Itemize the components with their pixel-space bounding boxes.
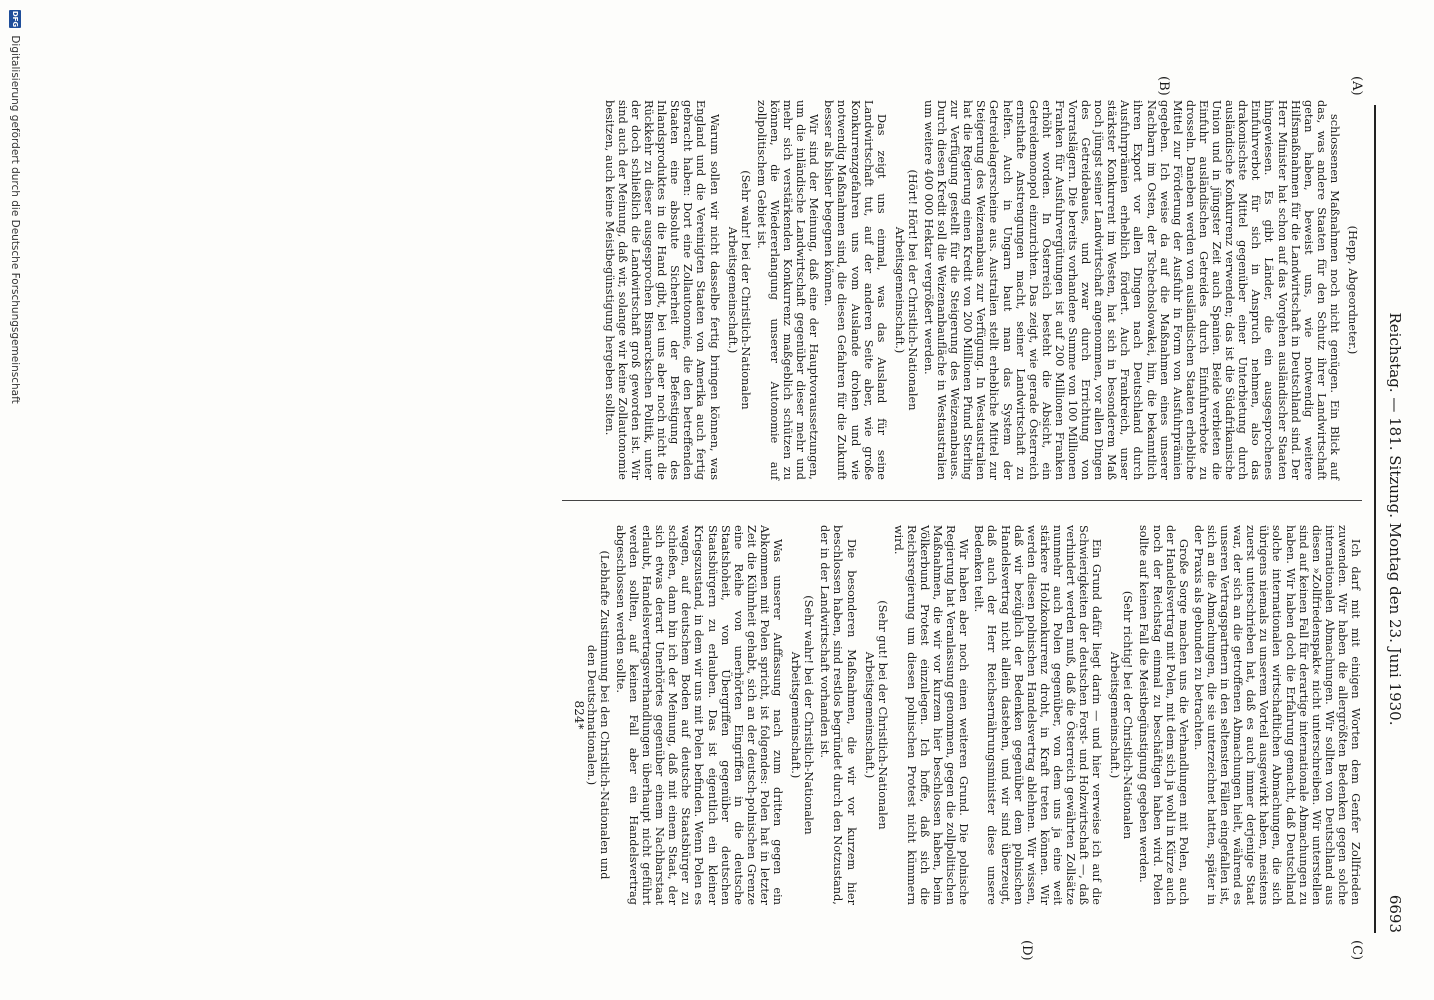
digitization-text: Digitalisierung gefördert durch die Deutsche Forschungsgemeinschaft (9, 35, 21, 404)
header-title: Reichstag. — 181. Sitzung. Montag den 23. Juni 1930. (1386, 312, 1404, 726)
paragraph: Die besonderen Maßnahmen, die wir vor kurzem hier beschlossen haben, sind restlos begründet durch den Notzustand, der in der Landwirtschaft vorhanden ist. (818, 525, 858, 905)
paragraph: Ich darf mit mit einigen Worten dem Genfer Zollfrieden zuwenden. Wir haben die allergrößten Bedenken gegen solche internationalen Abmachungen. Wir sollten von Deutschland aus diesen »Zollfriedenspakt« nicht unterschreiben. Wir unterstellen sind auf keinen Fall für derartige internationale Abmachungen zu haben. Wir haben doch die Erfahrung gemacht, daß Deutschland solche internationalen wirtschaftlichen Abmachungen, die sich übrigens niemals zu unserem Vorteil ausgewirkt haben, meistens zuerst unterschrieben hat, daß es auch immer derjenige Staat war, der sich an die getroffenen Abmachungen hielt, während es unseren Vertragspartnern in den seltensten Fällen eingefallen ist, sich an die Abmachungen, die sie unterzeichnet hatten, später in der Praxis als gebunden zu betrachten. (1191, 525, 1362, 905)
interjection: (Sehr wahr! bei der Christlich-Nationalen Arbeitsgemeinschaft.) (725, 170, 752, 410)
margin-mark-d: (D) (1019, 940, 1034, 961)
page-header (1374, 105, 1404, 933)
margin-mark-c: (C) (1349, 940, 1364, 961)
dfg-logo-icon: DFG (11, 10, 19, 28)
header-rule (1374, 105, 1376, 933)
margin-mark-b: (B) (1156, 76, 1171, 96)
interjection: (Lebhafte Zustimmung bei den Christlich-Nationalen und den Deutschnationalen.) (584, 550, 611, 880)
paragraph: Wir haben aber noch einen weiteren Grund. Die polnische Regierung hat Veranlassung genommen, gegen die zollpolitischen Maßnahmen, die wir vor kurzem hier beschlossen haben, beim Völkerbund Protest einzulegen. Ich hoffe, daß sich die Reichsregierung um diesen polnischen Protest nicht kümmern wird. (891, 525, 971, 905)
interjection: (Sehr gut! bei der Christlich-Nationalen Arbeitsgemeinschaft.) (862, 600, 889, 830)
paragraph: Wir sind der Meinung, daß eine der Hauptvoraussetzungen, um die inländische Landwirtschaft gegenüber dieser mehr und mehr sich verstärkenden Konkurrenz maßgeblich schützen zu können, die Wiedererlangung unserer Autonomie auf zollpolitischem Gebiet ist. (754, 100, 821, 480)
column-divider (562, 500, 1362, 501)
interjection: (Hört! Hört! bei der Christlich-Nationalen Arbeitsgemeinschaft.) (892, 169, 919, 411)
paragraph: Was unserer Auffassung nach zum dritten gegen ein Abkommen mit Polen spricht, ist folgendes: Polen hat in letzter Zeit die Kühnheit gehabt, sich an der deutsch-polnischen Grenze eine Reihe von unerhörten Eingriffen in die deutsche Staatshoheit, von Übergriffen gegenüber deutschen Staatsbürgern zu erlauben. Das ist eigentlich ein kleiner Kriegszustand, in dem wir uns mit Polen befinden. Wenn Polen es wagen, auf deutschem Boden auf deutsche Staatsbürger zu schießen, dann bin ich der Meinung, daß mit einem Staat, der sich etwas derart Unerhörtes gegenüber einem Nachbarstaat erlaubt, Handelsvertragsverhandlungen überhaupt nicht geführt werden sollten, auf keinen Fall aber ein Handelsvertrag abgeschlossen werden sollte. (613, 525, 785, 905)
paragraph: schlossenen Maßnahmen noch nicht genügen. Ein Blick auf das, was andere Staaten für den Schutz ihrer Landwirtschaft getan haben, beweist uns, wie notwendig weitere Hilfsmaßnahmen für die Landwirtschaft in Deutschland sind. Der Herr Minister hat schon auf das Vorgehen ausländischer Staaten hingewiesen. Es gibt Länder, die ein ausgesprochenes Einfuhrverbot für sich in Anspruch nehmen, also das drakonischste Mittel gegenüber einer Unterbietung durch ausländische Konkurrenz verwenden; das ist die Südafrikanische Union und in jüngster Zeit auch Spanien. Beide verbieten die Einfuhr ausländischen Getreides durch Einfuhrverbote zu drosseln. Daneben werden von ausländischen Staaten erhebliche Mittel zur Förderung der Ausfuhr in Form von Ausfuhrprämien gegeben. Ich weise da auf die Maßnahmen eines unserer Nachbarn im Osten, der Tschechoslowakei, hin, die bekanntlich ihren Export vor allen Dingen nach Deutschland durch Ausfuhrprämien erheblich fördert. Auch Frankreich, unser stärkster Konkurrent im Westen, hat sich in besonderem Maß noch jüngst seiner Landwirtschaft angenommen, vor allen Dingen des Getreidebaues, und zwar durch Errichtung von Vorratslägern. Die bereits vorhandene Summe von 100 Millionen Franken für Ausfuhrvergütungen ist auf 200 Millionen Franken erhöht worden. In Österreich besteht die Absicht, ein Getreidemonopol einzurichten. Das zeigt, wie gerade Österreich ernsthafte Anstrengungen macht, seiner Landwirtschaft zu helfen. Auch in Ungarn baut man das System der Getreidelagerscheine aus. Australien stellt erhebliche Mittel zur Steigerung des Weizenanbaus zur Verfügung. In Westaustralien hat die Regierung einen Kredit von 200 Millionen Pfund Sterling zur Verfügung gestellt für die Steigerung des Weizenanbaues. Durch diesen Kredit soll die Weizenanbaufläche in Westaustralien um weitere 400 000 Hektar vergrößert werden. (922, 100, 1341, 480)
paragraph: Große Sorge machen uns die Verhandlungen mit Polen, auch der Handelsvertrag mit Polen, mit dem sich ja wohl in Kürze auch noch der Reichstag einmal zu beschäftigen haben wird. Polen sollte auf keinen Fall die Meistbegünstigung gegeben werden. (1137, 525, 1190, 905)
page-footer: 824* (572, 700, 586, 730)
paragraph: Das zeigt uns einmal, was das Ausland für seine Landwirtschaft tut, auf der anderen Seite aber, wie große Konkurrenzgefahren uns vom Auslande drohen und wie notwendig Maßnahmen sind, die diesen Gefahren für die Zukunft besser als bisher begegnen können. (822, 100, 888, 480)
interjection: (Sehr richtig! bei der Christlich-Nationalen Arbeitsgemeinschaft.) (1108, 590, 1135, 840)
margin-mark-a: (A) (1349, 76, 1364, 96)
speaker-note: (Hepp, Abgeordneter.) (1346, 225, 1359, 355)
paragraph: Ein Grund dafür liegt darin — und hier verweise ich auf die Schwierigkeiten der deutschen Forst- und Holzwirtschaft —, daß verhindert werden muß, daß die Österreich gewährten Zollsätze nunmehr auch Polen gegenüber, von dem uns ja eine weit stärkere Holzkonkurrenz droht, in Kraft treten können. Wir werden diesen polnischen Handelsvertrag ablehnen. Wir wissen, daß wir bezüglich der Bedenken gegenüber dem polnischen Handelsvertrag nicht allein dastehen, und wir sind überzeugt, daß auch der Herr Reichsernährungsminister diese unsere Bedenken teilt. (972, 525, 1104, 905)
paragraph: Warum sollen wir nicht dasselbe fertig bringen können, was England und die Vereinigten Staaten von Amerika auch fertig gebracht haben: Dort eine Zollautonomie, die den betreffenden Staaten eine absolute Sicherheit der Befestigung des Inlandsproduktes in die Hand gibt, bei uns aber noch nicht die Rückkehr zu dieser ausgesprochen Bismarckschen Politik, unter der doch schließlich die Landwirtschaft groß geworden ist. Wir sind auch der Meinung, daß wir, solange wir keine Zollautonomie besitzen, auch keine Meistbegünstigung hergeben sollten. (602, 100, 721, 480)
digitization-note (4, 0, 26, 1000)
left-column (601, 100, 1362, 480)
right-column (580, 525, 1362, 905)
page-number: 6693 (1386, 894, 1404, 933)
interjection: (Sehr wahr! bei der Christlich-Nationalen Arbeitsgemeinschaft.) (789, 595, 816, 835)
